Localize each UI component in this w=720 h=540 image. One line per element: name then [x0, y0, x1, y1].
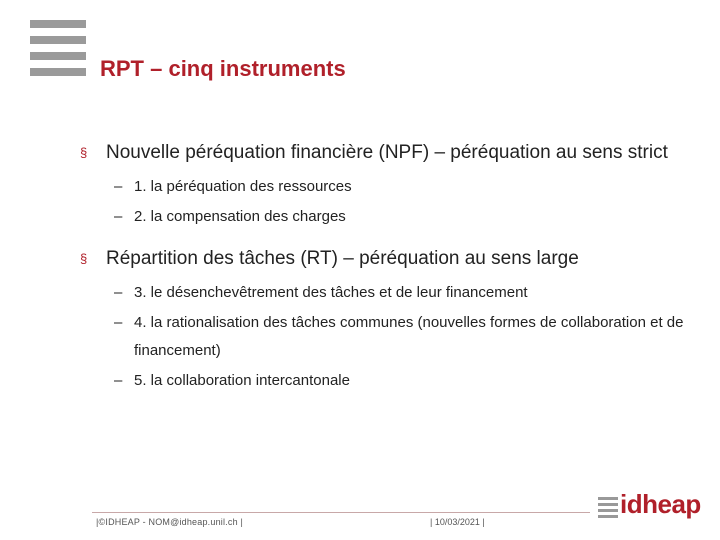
sub-bullet-text: 3. le désenchevêtrement des tâches et de leur financement: [134, 284, 528, 301]
bullet-item: [78, 241, 698, 277]
footer-date: | 10/03/2021 |: [430, 517, 485, 527]
sub-bullet-item: [78, 309, 698, 365]
brand-name: idheap: [620, 489, 701, 519]
sub-bullet-item: [78, 173, 698, 201]
sub-bullet-text: 2. la compensation des charges: [134, 208, 346, 225]
logo-bar: [30, 20, 86, 28]
sub-bullet-text: 5. la collaboration intercantonale: [134, 372, 350, 389]
sub-bullet-text: 4. la rationalisation des tâches communes (nouvelles formes de collaboration et de financement): [134, 314, 684, 359]
footer-contact: |©IDHEAP - NOM@idheap.unil.ch |: [96, 517, 244, 527]
logo-bar: [30, 36, 86, 44]
bullet-text: Nouvelle péréquation financière (NPF) – péréquation au sens strict: [106, 142, 668, 163]
bullet-item: [78, 135, 698, 171]
sub-bullet-item: [78, 203, 698, 231]
footer-divider: [92, 512, 590, 513]
dash-icon: –: [114, 284, 123, 301]
bullet-marker-icon: §: [80, 251, 88, 266]
sub-bullet-item: [78, 279, 698, 307]
dash-icon: –: [114, 208, 123, 225]
logo-bar: [30, 68, 86, 76]
bullet-text: Répartition des tâches (RT) – péréquation au sens large: [106, 248, 579, 269]
dash-icon: –: [114, 372, 123, 389]
bullet-list: [78, 135, 698, 397]
sub-bullet-text: 1. la péréquation des ressources: [134, 178, 352, 195]
slide-title: RPT – cinq instruments: [100, 56, 346, 81]
brand-logo: [598, 489, 701, 523]
logo-bar: [30, 52, 86, 60]
bullet-marker-icon: §: [80, 145, 88, 160]
sub-bullet-item: [78, 367, 698, 395]
dash-icon: –: [114, 178, 123, 195]
dash-icon: –: [114, 314, 123, 331]
brand-lines-icon: [598, 497, 618, 521]
